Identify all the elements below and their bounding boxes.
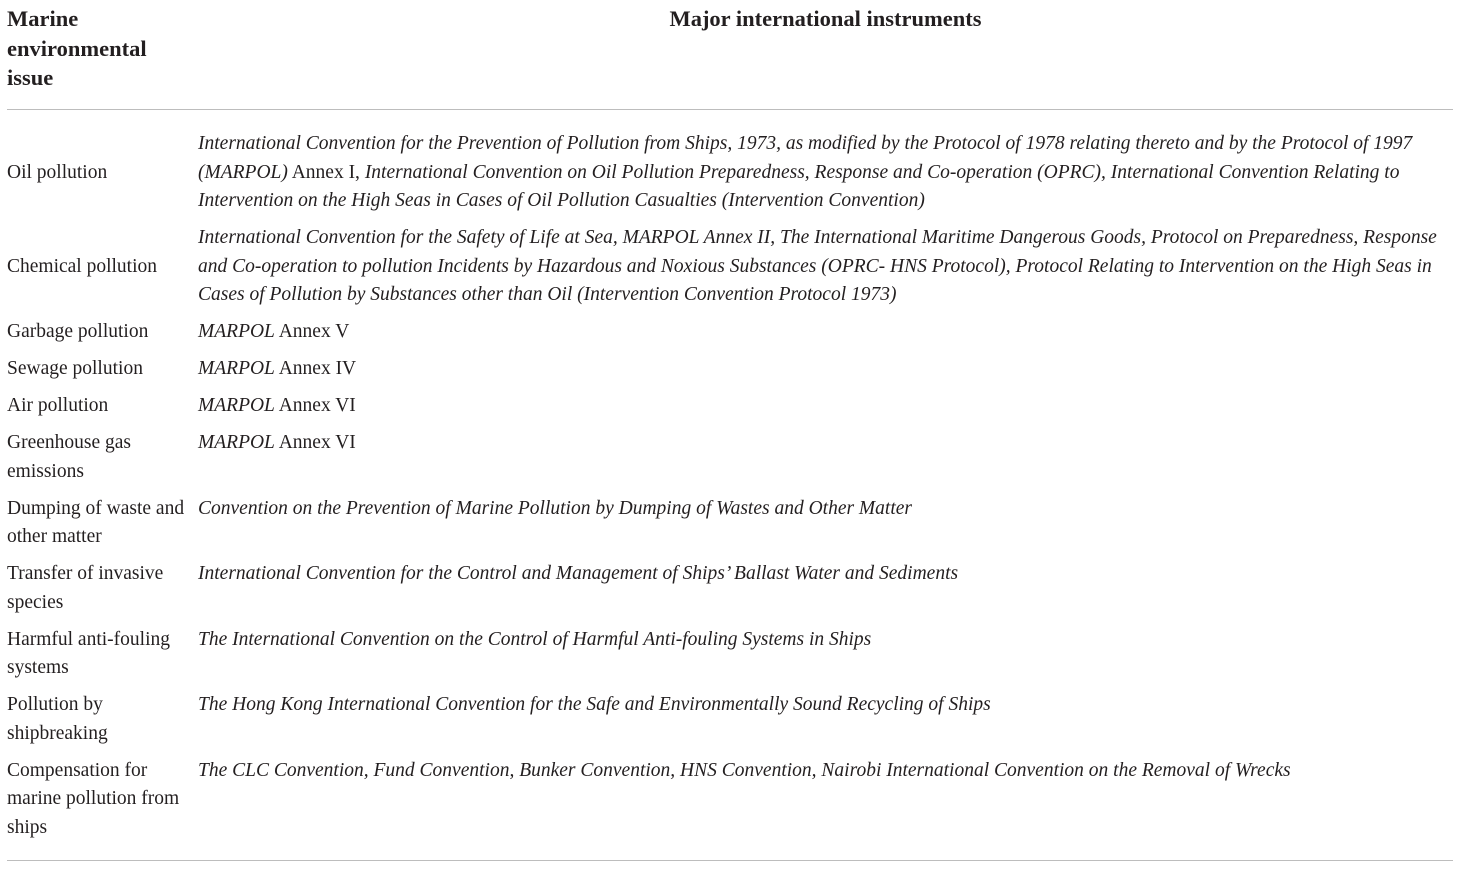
- table-bottom-rule: [7, 860, 1453, 861]
- table-row: [7, 626, 1453, 683]
- instrument-cell: [198, 224, 1453, 310]
- instrument-text: MARPOL: [198, 432, 275, 453]
- table-body: [7, 110, 1453, 842]
- issue-cell: Transfer of invasive species: [7, 563, 164, 613]
- instrument-cell: [198, 560, 1453, 589]
- table-header: [7, 4, 1453, 110]
- instrument-cell: [198, 691, 1453, 720]
- column-header-issue: Marine environmental issue: [7, 6, 147, 90]
- issue-cell: Compensation for marine pollution from ships: [7, 759, 180, 838]
- issue-cell: Greenhouse gas emissions: [7, 432, 131, 482]
- instrument-text: International Convention for the Control and Management of Ships’ Ballast Water and Sediments: [198, 563, 959, 584]
- instrument-text: The CLC Convention, Fund Convention, Bunker Convention, HNS Convention, Nairobi International Convention on the Removal of Wrecks: [198, 759, 1291, 781]
- instrument-text: MARPOL: [198, 321, 275, 342]
- instrument-cell: [198, 130, 1453, 216]
- table-row: [7, 130, 1453, 216]
- instrument-cell: [198, 318, 1453, 347]
- instrument-cell: [198, 495, 1453, 524]
- issue-cell: Chemical pollution: [7, 255, 158, 277]
- table-row: [7, 691, 1453, 748]
- issue-cell: Pollution by shipbreaking: [7, 694, 108, 744]
- instrument-text: International Convention for the Safety of Life at Sea, MARPOL Annex II, The International Maritime Dangerous Goods, Protocol on Preparedness, Response and Co-operation to pollution Incidents by Hazardous and Noxious Substances (OPRC- HNS Protocol), Protocol Relating to Intervention on the High Seas in Cases of Pollution by Substances other than Oil (Intervention Convention Protocol 1973): [198, 227, 1437, 305]
- instrument-cell: [198, 429, 1453, 458]
- instrument-cell: [198, 626, 1453, 655]
- issue-cell: Oil pollution: [7, 161, 108, 183]
- instrument-cell: [198, 355, 1453, 384]
- instrument-cell: [198, 392, 1453, 421]
- instrument-text: MARPOL: [198, 358, 275, 379]
- instrument-text: International Convention on Oil Pollution Preparedness, Response and Co-operation (OPRC), International Convention Relating to Intervention on the High Seas in Cases of Oil Pollution Casualties (Intervention Convention): [198, 161, 1400, 211]
- instrument-text: Annex VI: [274, 395, 356, 416]
- table-row: [7, 757, 1453, 843]
- column-header-instruments: Major international instruments: [669, 6, 982, 31]
- instrument-text: Annex V: [274, 321, 350, 342]
- issue-cell: Air pollution: [7, 395, 109, 416]
- instrument-text: Convention on the Prevention of Marine Pollution by Dumping of Wastes and Other Matter: [198, 497, 913, 519]
- table-row: [7, 318, 1453, 347]
- issue-cell: Sewage pollution: [7, 358, 143, 379]
- instrument-text: Annex IV: [274, 358, 357, 379]
- issue-cell: Harmful anti-fouling systems: [7, 628, 170, 678]
- table-row: [7, 224, 1453, 310]
- instruments-table: [7, 4, 1453, 851]
- instrument-text: MARPOL: [198, 395, 275, 416]
- instrument-text: Annex I,: [287, 161, 365, 183]
- instrument-text: Annex VI: [274, 432, 356, 453]
- table-row: [7, 495, 1453, 552]
- issue-cell: Dumping of waste and other matter: [7, 497, 185, 547]
- issue-cell: Garbage pollution: [7, 321, 149, 342]
- instrument-text: The International Convention on the Control of Harmful Anti-fouling Systems in Ships: [198, 628, 872, 650]
- table-row: [7, 429, 1453, 486]
- instrument-cell: [198, 757, 1453, 786]
- instrument-text: International Convention for the Prevention of Pollution from Ships, 1973, as modified by the Protocol of 1978 relating thereto and by the Protocol of 1997 (MARPOL): [198, 133, 1413, 183]
- table-row: [7, 560, 1453, 617]
- instrument-text: The Hong Kong International Convention for the Safe and Environmentally Sound Recycling of Ships: [198, 694, 991, 715]
- table-row: [7, 355, 1453, 384]
- table-row: [7, 392, 1453, 421]
